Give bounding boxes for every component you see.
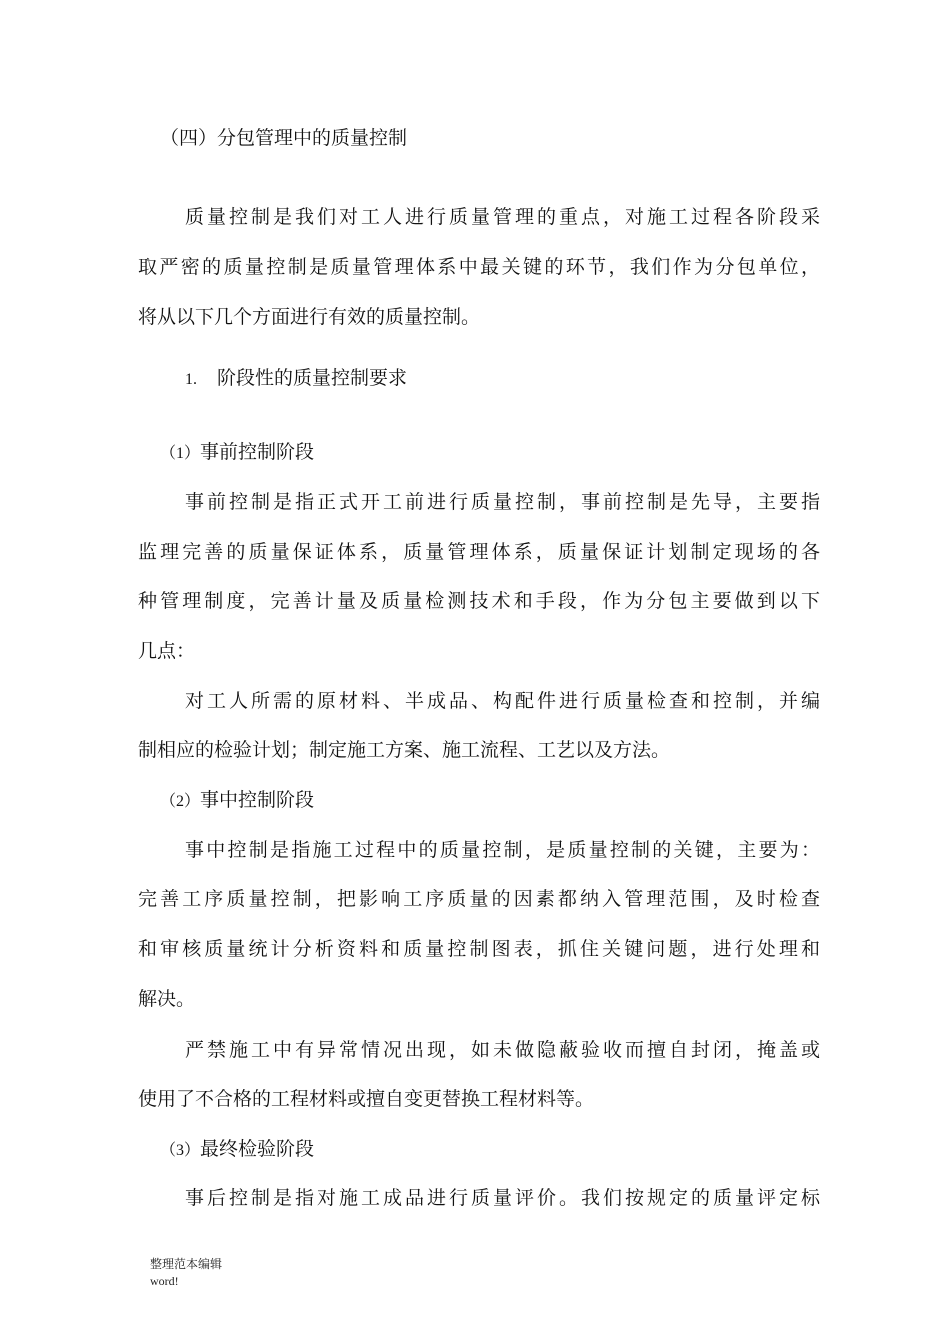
paragraph-line: 严禁施工中有异常情况出现，如未做隐蔽验收而擅自封闭，掩盖或 [185, 1039, 820, 1061]
paragraph-line: 取严密的质量控制是质量管理体系中最关键的环节，我们作为分包单位， [138, 256, 820, 278]
subheading-title: 事中控制阶段 [200, 789, 315, 811]
paragraph-line: 种管理制度，完善计量及质量检测技术和手段，作为分包主要做到以下 [138, 590, 820, 612]
paragraph-line: 事后控制是指对施工成品进行质量评价。我们按规定的质量评定标 [185, 1187, 820, 1209]
subheading-title: 事前控制阶段 [200, 441, 315, 463]
subheading-title: 最终检验阶段 [200, 1138, 315, 1160]
subheading-number: （2） [160, 793, 201, 810]
paragraph-line: 解决。 [138, 988, 196, 1010]
section-heading: （四）分包管理中的质量控制 [160, 127, 408, 149]
paragraph-line: 监理完善的质量保证体系，质量管理体系，质量保证计划制定现场的各 [138, 541, 820, 563]
paragraph-line: 完善工序质量控制，把影响工序质量的因素都纳入管理范围，及时检查 [138, 888, 820, 910]
paragraph-line: 将从以下几个方面进行有效的质量控制。 [138, 306, 481, 328]
subheading [160, 1137, 314, 1163]
paragraph-line: 事前控制是指正式开工前进行质量控制，事前控制是先导，主要指 [185, 491, 820, 513]
heading-number: 1. [185, 371, 197, 388]
footer-note: 整理范本编辑 [150, 1257, 223, 1271]
paragraph-line: 制相应的检验计划；制定施工方案、施工流程、工艺以及方法。 [138, 739, 671, 761]
paragraph-line: 使用了不合格的工程材料或擅自变更替换工程材料等。 [138, 1088, 595, 1110]
paragraph-line: 质量控制是我们对工人进行质量管理的重点，对施工过程各阶段采 [185, 206, 820, 228]
heading-title: 阶段性的质量控制要求 [217, 367, 408, 389]
paragraph-line: 对工人所需的原材料、半成品、构配件进行质量检查和控制，并编 [185, 690, 820, 712]
paragraph-line: 事中控制是指施工过程中的质量控制，是质量控制的关键，主要为： [185, 839, 820, 861]
subheading-number: （1） [160, 445, 201, 462]
footer-note: word! [150, 1274, 179, 1288]
subheading-number: （3） [160, 1142, 201, 1159]
paragraph-line: 几点： [138, 640, 196, 662]
paragraph-line: 和审核质量统计分析资料和质量控制图表，抓住关键问题，进行处理和 [138, 938, 820, 960]
subheading [160, 788, 314, 814]
subheading [160, 440, 314, 466]
numbered-heading [185, 366, 407, 392]
